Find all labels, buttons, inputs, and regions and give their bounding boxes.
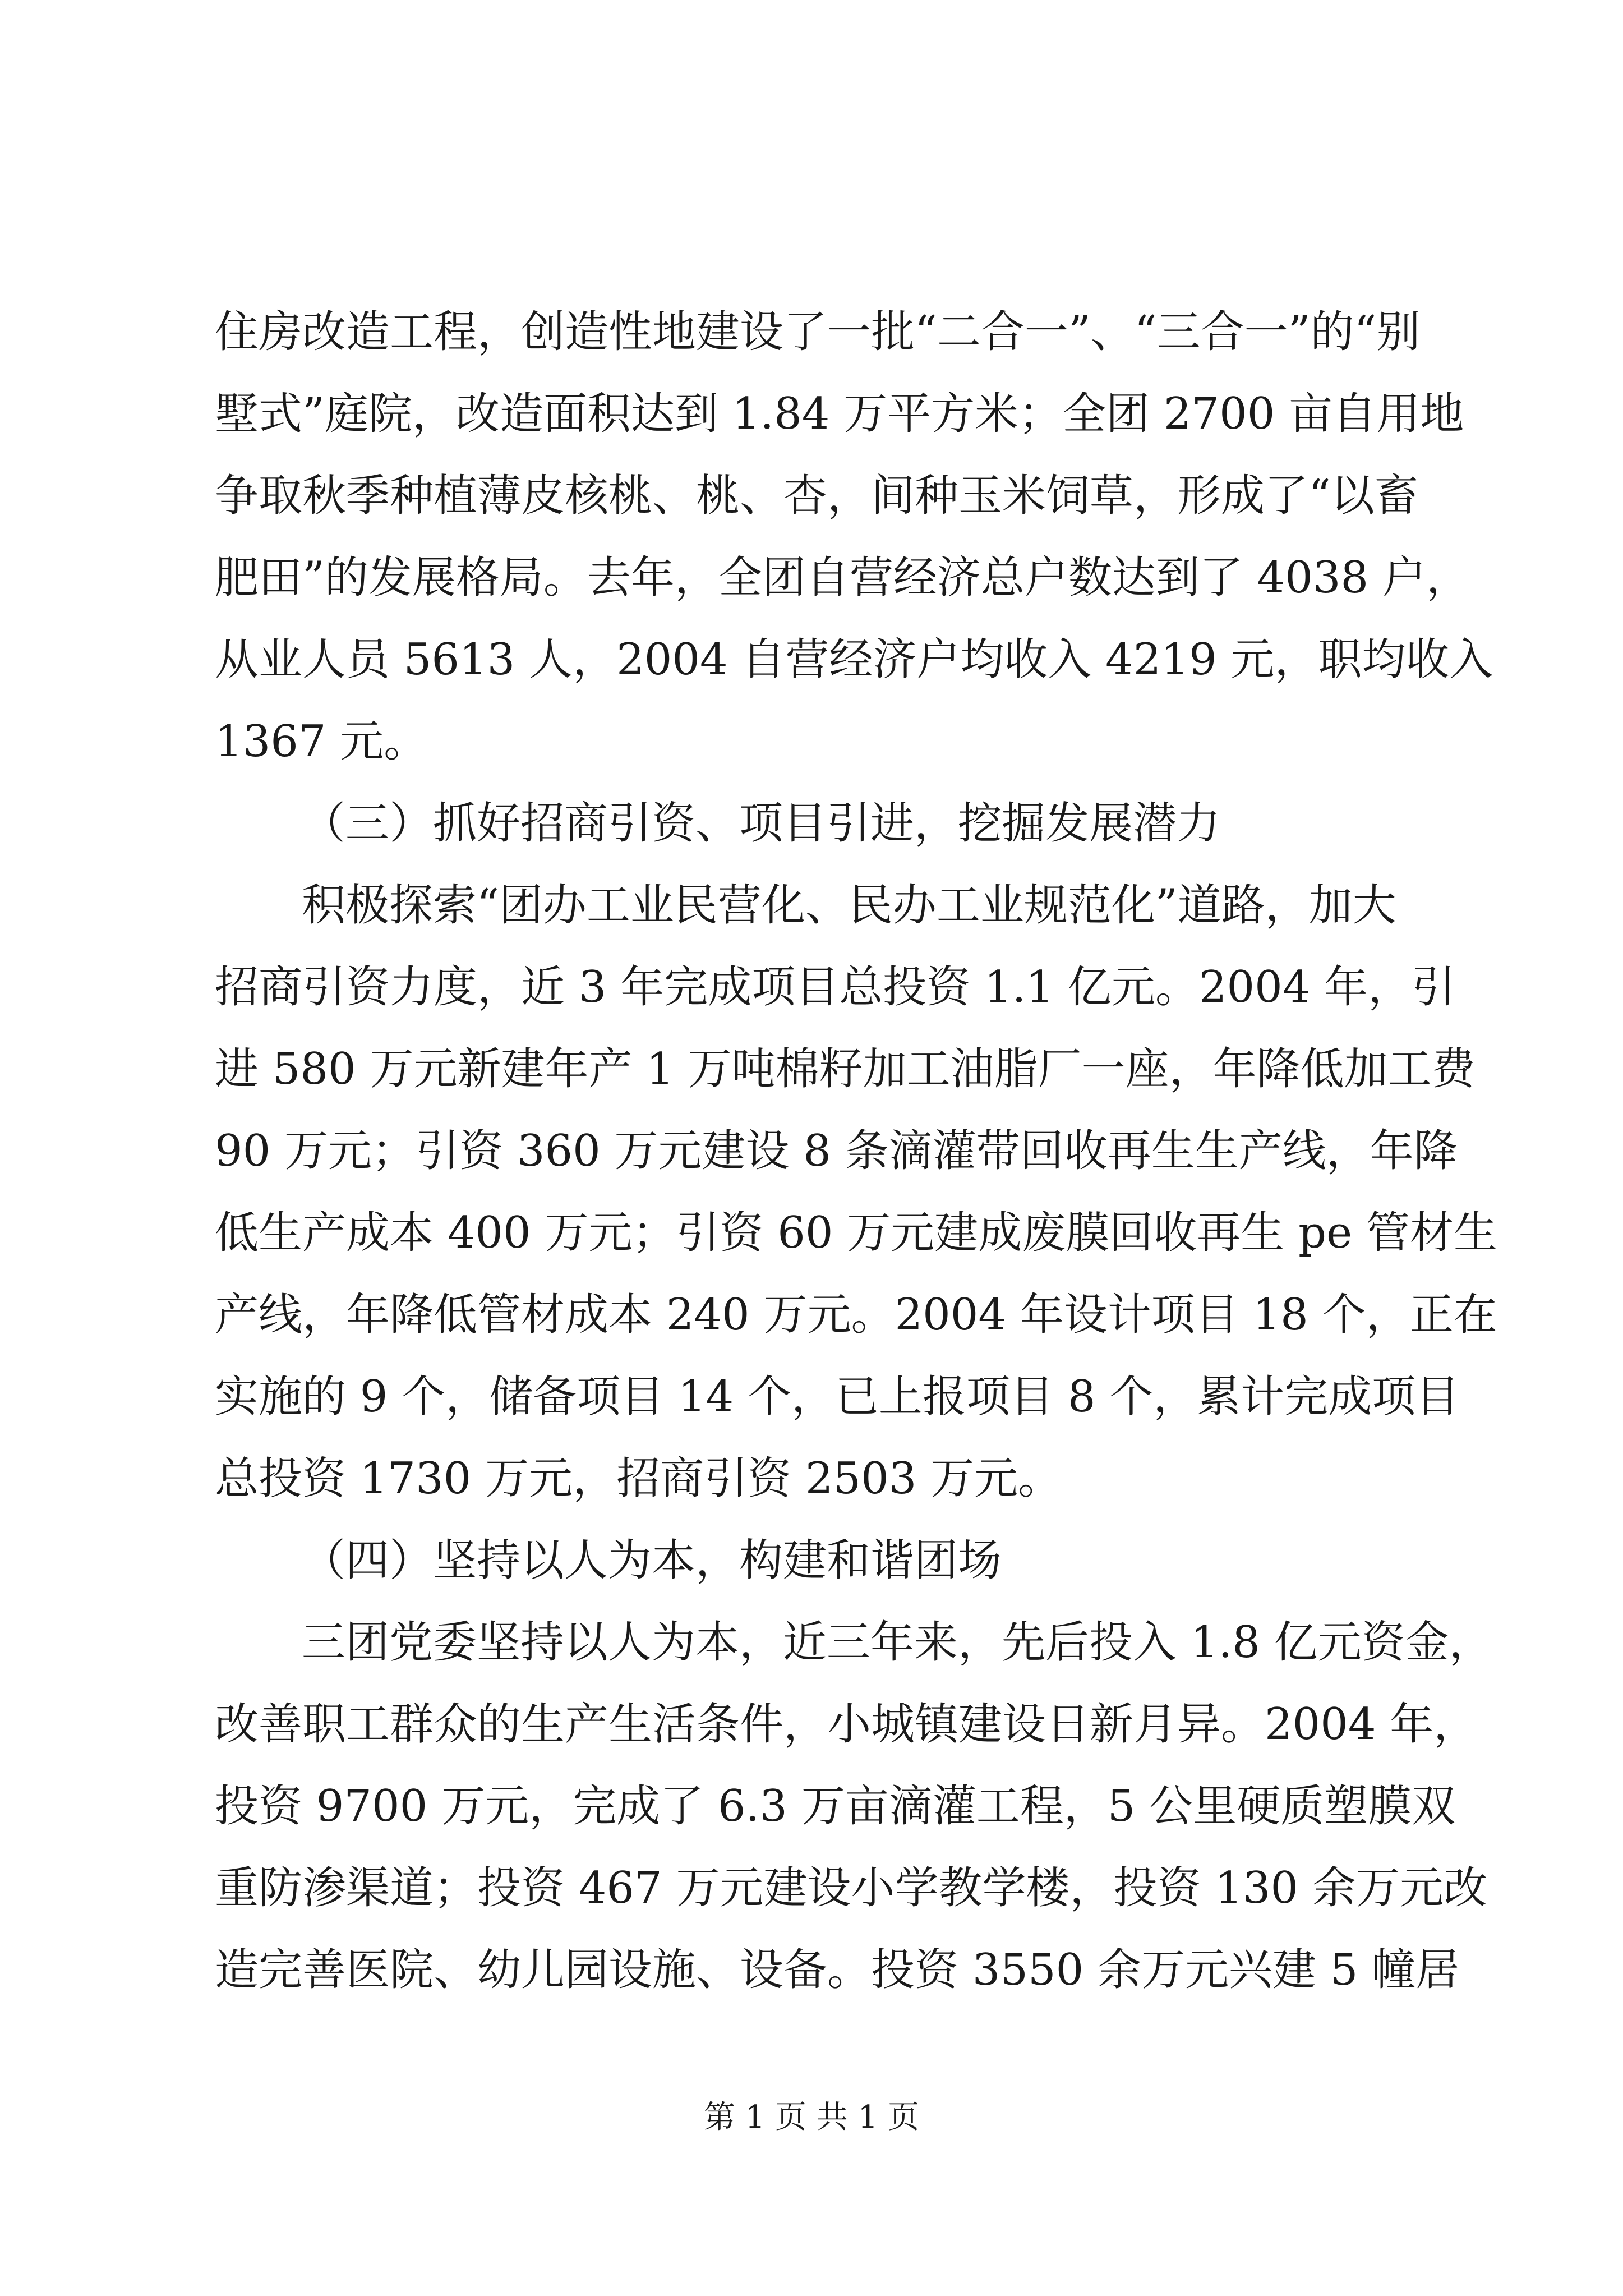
text-line-3: 争取秋季种植薄皮核桃、桃、杏，间种玉米饲草，形成了“以畜 (215, 471, 1418, 521)
text-line-12: 低生产成本 400 万元；引资 60 万元建成废膜回收再生 pe 管材生 (215, 1208, 1497, 1258)
text-line-20: 重防渗渠道；投资 467 万元建设小学教学楼，投资 130 余万元改 (215, 1863, 1487, 1913)
section-heading-4: （四）坚持以人为本，构建和谐团场 (302, 1535, 1002, 1586)
page-footer: 第 1 页 共 1 页 (703, 2099, 920, 2136)
text-line-1: 住房改造工程，创造性地建设了一批“二合一”、“三合一”的“别 (215, 307, 1421, 357)
text-line-21: 造完善医院、幼儿园设施、设备。投资 3550 余万元兴建 5 幢居 (215, 1945, 1460, 1995)
section-heading-3: （三）抓好招商引资、项目引进，挖掘发展潜力 (302, 798, 1221, 849)
text-line-4: 肥田”的发展格局。去年，全团自营经济总户数达到了 4038 户， (215, 553, 1470, 603)
text-line-14: 实施的 9 个，储备项目 14 个，已上报项目 8 个，累计完成项目 (215, 1372, 1460, 1422)
text-line-19: 投资 9700 万元，完成了 6.3 万亩滴灌工程，5 公里硬质塑膜双 (215, 1781, 1456, 1832)
text-line-8: 积极探索“团办工业民营化、民办工业规范化”道路，加大 (302, 880, 1396, 931)
text-line-2: 墅式”庭院，改造面积达到 1.84 万平方米；全团 2700 亩自用地 (215, 389, 1464, 439)
text-line-15: 总投资 1730 万元，招商引资 2503 万元。 (215, 1453, 1062, 1504)
text-line-11: 90 万元；引资 360 万元建设 8 条滴灌带回收再生生产线，年降 (215, 1126, 1458, 1176)
text-line-17: 三团党委坚持以人为本，近三年来，先后投入 1.8 亿元资金， (302, 1617, 1493, 1668)
text-line-10: 进 580 万元新建年产 1 万吨棉籽加工油脂厂一座，年降低加工费 (215, 1044, 1476, 1094)
text-line-6: 1367 元。 (215, 716, 428, 767)
text-line-13: 产线，年降低管材成本 240 万元。2004 年设计项目 18 个，正在 (215, 1290, 1497, 1340)
text-line-5: 从业人员 5613 人，2004 自营经济户均收入 4219 元，职均收入 (215, 634, 1493, 685)
text-line-18: 改善职工群众的生产生活条件，小城镇建设日新月异。2004 年， (215, 1699, 1478, 1750)
text-line-9: 招商引资力度，近 3 年完成项目总投资 1.1 亿元。2004 年，引 (215, 962, 1456, 1013)
